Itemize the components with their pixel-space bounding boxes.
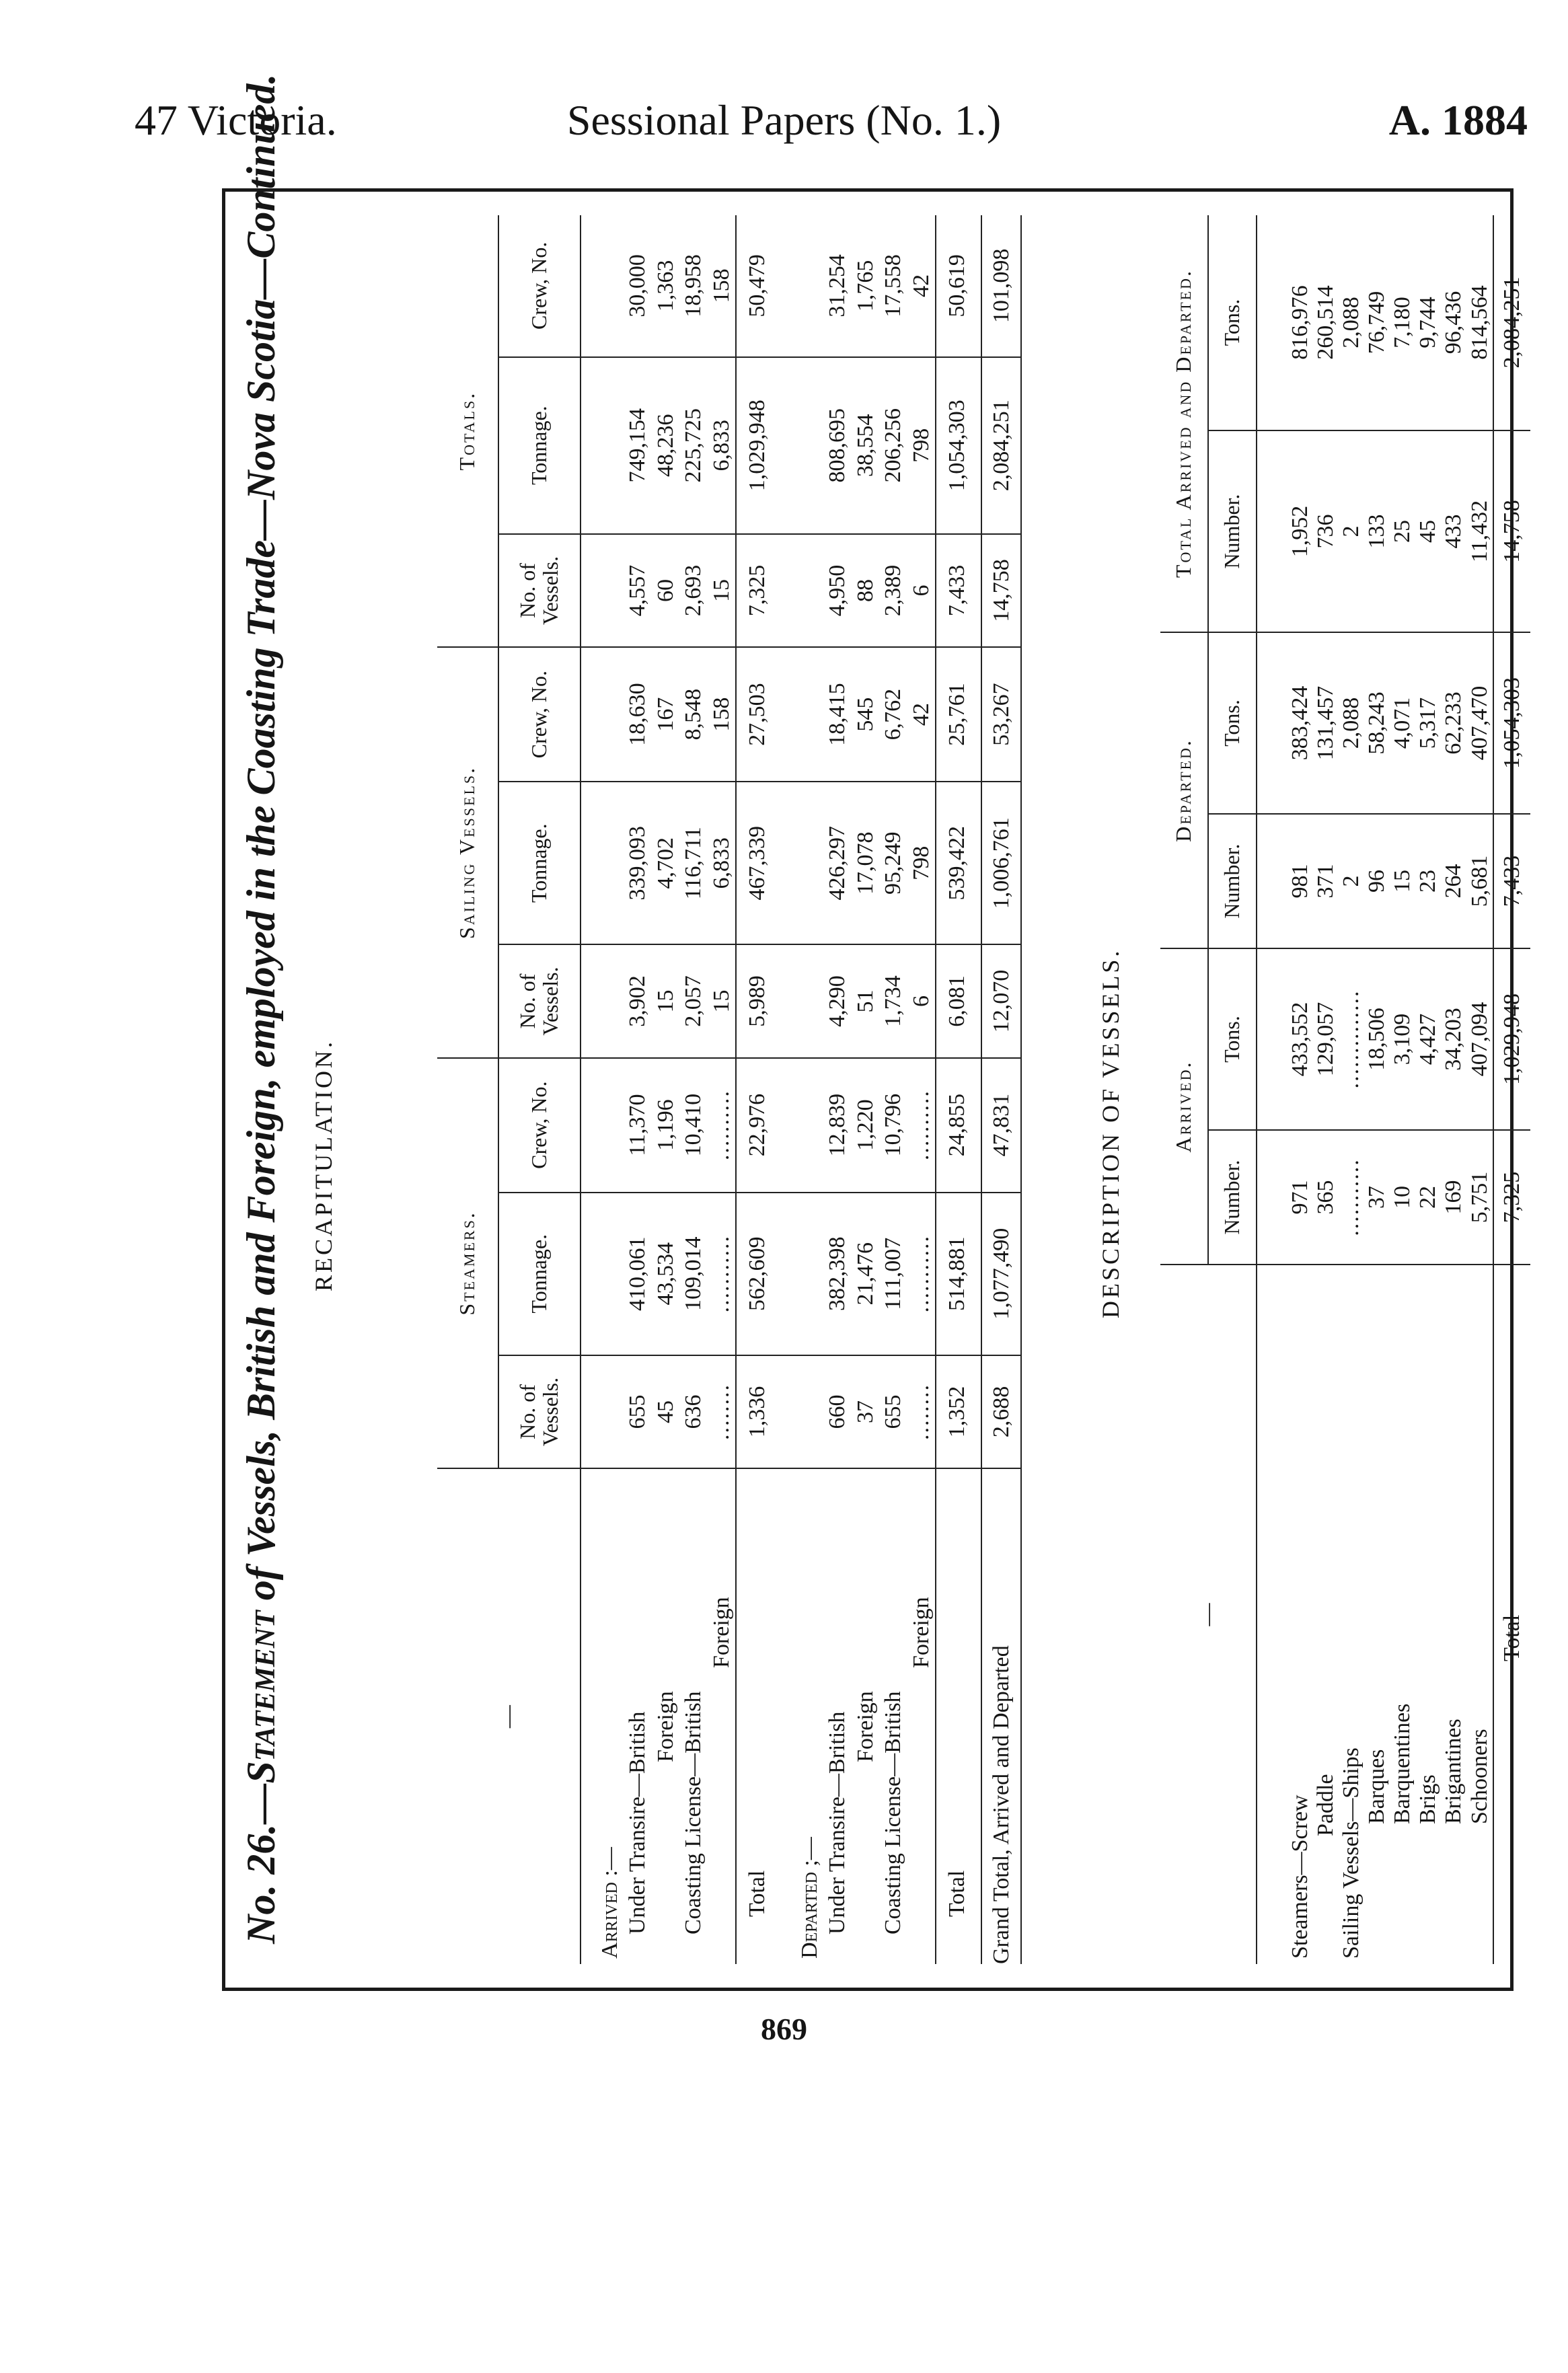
table-row: Under Transire—British 655 410,061 11,370 3,902 339,093 18,630 4,557 749,154 30,000 bbox=[624, 215, 651, 1964]
table-row: Foreign 45 43,534 1,196 15 4,702 167 60 48,236 1,363 bbox=[652, 215, 679, 1964]
row-label: Under Transire—British bbox=[625, 1711, 650, 1934]
statement-title: No. 26.—Statement of Vessels, British and Foreign, employed in the Coasting Trade—Nova Scotia—Continued. bbox=[239, 73, 283, 1944]
table-row: Schooners 5,751 407,094 5,681 407,470 11,432 814,564 bbox=[1467, 215, 1493, 1964]
table-row: Foreign ........ ........... .......... 6 798 42 6 798 42 bbox=[907, 215, 936, 1964]
row-label: Foreign bbox=[908, 1597, 934, 1668]
table-row: Steamers—Screw 971 433,552 981 383,424 1,952 816,976 bbox=[1287, 215, 1313, 1964]
row-label: Barques bbox=[1364, 1749, 1390, 1824]
row-label: Foreign bbox=[652, 1691, 678, 1762]
header-session: 47 Victoria. bbox=[135, 96, 337, 144]
col-number: Number. bbox=[1208, 814, 1257, 948]
recap-stub-header: — bbox=[437, 1468, 581, 1964]
col-tonnage: Tonnage. bbox=[498, 357, 581, 534]
col-crew: Crew, No. bbox=[498, 215, 581, 357]
header-year: A. 1884 bbox=[1388, 96, 1528, 144]
col-vessels: No. of Vessels. bbox=[498, 534, 581, 647]
row-label: Schooners bbox=[1466, 1729, 1492, 1824]
col-tonnage: Tonnage. bbox=[498, 1193, 581, 1355]
title-lead: Statement bbox=[239, 1610, 283, 1784]
title-number: No. 26. bbox=[239, 1823, 283, 1944]
page-number: 869 bbox=[761, 2012, 807, 2046]
table-row: Barquentines 10 3,109 15 4,071 25 7,180 bbox=[1390, 215, 1415, 1964]
description-table bbox=[1160, 215, 1530, 1964]
row-label: Total bbox=[1493, 1265, 1530, 1964]
col-number: Number. bbox=[1208, 430, 1257, 632]
grand-total-row: Grand Total, Arrived and Departed 2,688 1,077,490 47,831 12,070 1,006,761 53,267 14,758 2,084,251 101,098 bbox=[981, 215, 1021, 1964]
table-row: Coasting License—British 655 111,007 10,796 1,734 95,249 6,762 2,389 206,256 17,558 bbox=[879, 215, 907, 1964]
col-crew: Crew, No. bbox=[498, 1058, 581, 1193]
table-row: Barques 37 18,506 96 58,243 133 76,749 bbox=[1364, 215, 1390, 1964]
title-rest: of Vessels, British and Foreign, employed in the Coasting Trade—Nova Scotia—Continued. bbox=[239, 73, 283, 1611]
section-departed: Departed ;— bbox=[796, 1837, 822, 1959]
table-row: Coasting License—British 636 109,014 10,410 2,057 116,711 8,548 2,693 225,725 18,958 bbox=[679, 215, 707, 1964]
total-row: Total 1,352 514,881 24,855 6,081 539,422 25,761 7,433 1,054,303 50,619 bbox=[936, 215, 981, 1964]
table-row: Foreign ........ ........... .......... 15 6,833 158 15 6,833 158 bbox=[708, 215, 736, 1964]
header-title: Sessional Papers (No. 1.) bbox=[566, 96, 1002, 144]
row-label: Barquentines bbox=[1390, 1703, 1415, 1824]
row-label: Brigantines bbox=[1441, 1719, 1466, 1824]
row-label: Steamers—Screw bbox=[1287, 1795, 1312, 1959]
group-departed: Departed. bbox=[1160, 632, 1208, 948]
table-row: Foreign 37 21,476 1,220 51 17,078 545 88 38,554 1,765 bbox=[852, 215, 879, 1964]
recap-subtitle: RECAPITULATION. bbox=[310, 1039, 337, 1291]
col-number: Number. bbox=[1208, 1130, 1257, 1265]
row-label: Grand Total, Arrived and Departed bbox=[981, 1468, 1021, 1964]
row-label: Brigs bbox=[1415, 1774, 1441, 1824]
group-total-arrived-departed: Total Arrived and Departed. bbox=[1160, 215, 1208, 632]
table-row: Paddle 365 129,057 371 131,457 736 260,514 bbox=[1313, 215, 1339, 1964]
row-label: Paddle bbox=[1313, 1774, 1339, 1836]
col-vessels: No. of Vessels. bbox=[498, 944, 581, 1057]
total-row: Total 1,336 562,609 22,976 5,989 467,339 27,503 7,325 1,029,948 50,479 bbox=[736, 215, 780, 1964]
total-row: Total 7,325 1,029,948 7,433 1,054,303 14,758 2,084,251 bbox=[1493, 215, 1530, 1964]
row-label: Coasting License—British bbox=[681, 1691, 706, 1934]
col-tons: Tons. bbox=[1208, 948, 1257, 1130]
col-crew: Crew, No. bbox=[498, 647, 581, 782]
group-arrived: Arrived. bbox=[1160, 948, 1208, 1265]
row-label: Foreign bbox=[852, 1691, 878, 1762]
row-label: Foreign bbox=[708, 1597, 734, 1668]
table-row: Sailing Vessels—Ships ........... .............. 2 2,088 2 2,088 bbox=[1339, 215, 1364, 1964]
row-label: Coasting License—British bbox=[881, 1691, 906, 1934]
description-subtitle: DESCRIPTION OF VESSELS. bbox=[1097, 948, 1124, 1318]
desc-stub-header: — bbox=[1160, 1265, 1257, 1964]
table-row: Brigs 22 4,427 23 5,317 45 9,744 bbox=[1415, 215, 1441, 1964]
col-tons: Tons. bbox=[1208, 632, 1257, 814]
col-tonnage: Tonnage. bbox=[498, 782, 581, 944]
table-row: Under Transire—British 660 382,398 12,839 4,290 426,297 18,415 4,950 808,695 31,254 bbox=[823, 215, 851, 1964]
group-sailing-vessels: Sailing Vessels. bbox=[437, 647, 498, 1058]
recapitulation-table bbox=[437, 215, 1022, 1964]
row-label: Total bbox=[936, 1468, 981, 1964]
row-label: Sailing Vessels—Ships bbox=[1339, 1747, 1364, 1959]
section-arrived: Arrived :— bbox=[597, 1847, 622, 1959]
col-vessels: No. of Vessels. bbox=[498, 1355, 581, 1468]
col-tons: Tons. bbox=[1208, 215, 1257, 430]
group-totals: Totals. bbox=[437, 215, 498, 647]
group-steamers: Steamers. bbox=[437, 1058, 498, 1469]
table-row: Brigantines 169 34,203 264 62,233 433 96,436 bbox=[1441, 215, 1466, 1964]
row-label: Total bbox=[736, 1468, 780, 1964]
row-label: Under Transire—British bbox=[825, 1711, 850, 1934]
